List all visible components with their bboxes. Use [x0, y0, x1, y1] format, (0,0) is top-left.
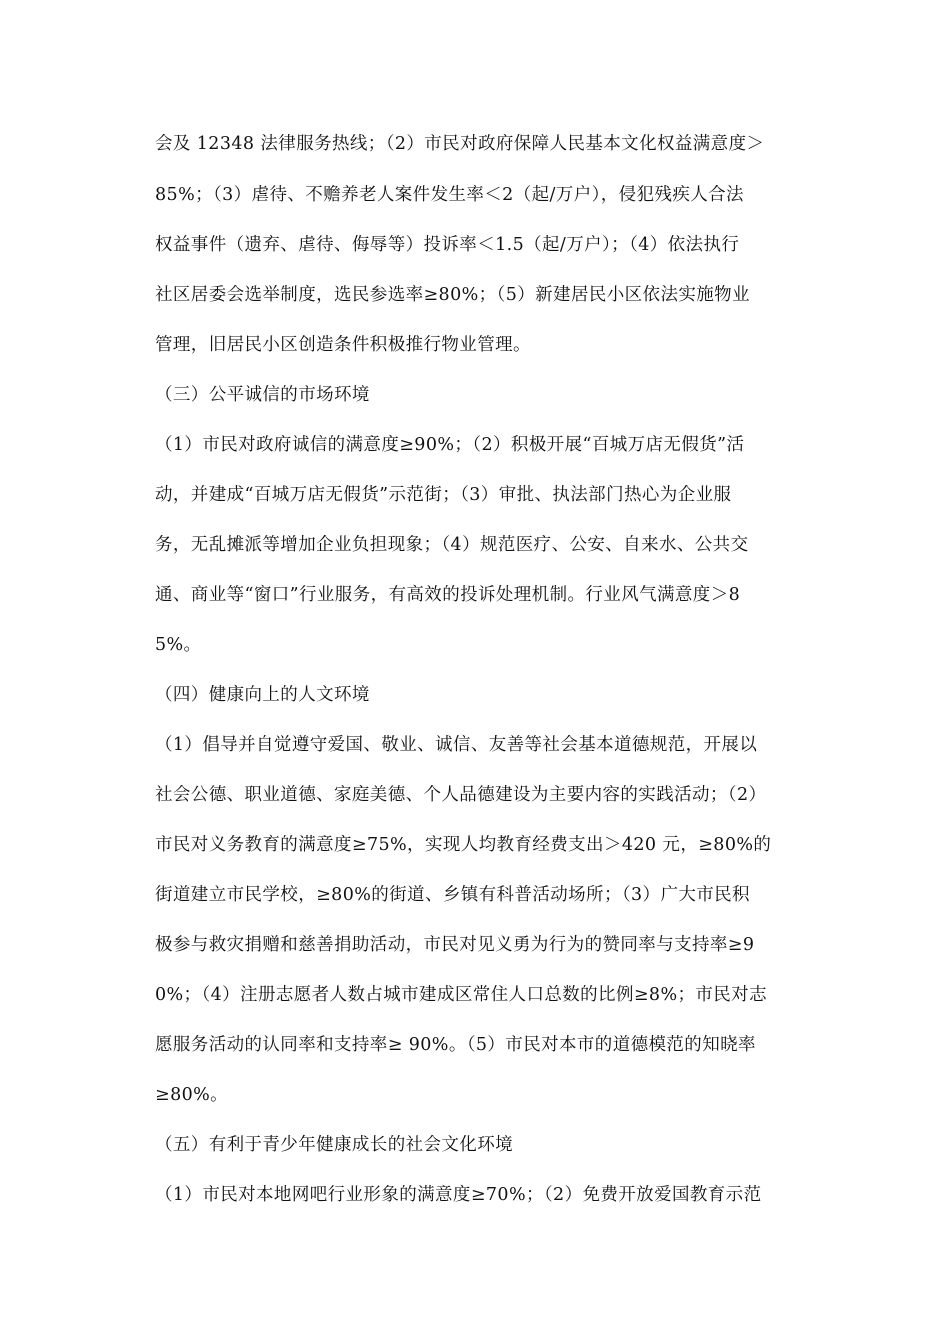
text-line: 85%；（3）虐待、不赡养老人案件发生率＜2（起/万户），侵犯残疾人合法	[155, 185, 744, 205]
text-line: （1）倡导并自觉遵守爱国、敬业、诚信、友善等社会基本道德规范，开展以	[155, 735, 758, 755]
text-line: 市民对义务教育的满意度≥75%，实现人均教育经费支出＞420 元，≥80%的	[155, 835, 772, 855]
text-line: 极参与救灾捐赠和慈善捐助活动，市民对见义勇为行为的赞同率与支持率≥9	[155, 935, 755, 955]
text-line: 街道建立市民学校，≥80%的街道、乡镇有科普活动场所；（3）广大市民积	[155, 885, 750, 905]
text-line: 社会公德、职业道德、家庭美德、个人品德建设为主要内容的实践活动；（2）	[155, 785, 767, 805]
section-heading: （四）健康向上的人文环境	[155, 685, 370, 705]
text-line: 务，无乱摊派等增加企业负担现象；（4）规范医疗、公安、自来水、公共交	[155, 535, 749, 555]
text-line: 管理，旧居民小区创造条件积极推行物业管理。	[155, 335, 531, 355]
text-line: （1）市民对政府诚信的满意度≥90%；（2）积极开展“百城万店无假货”活	[155, 435, 745, 455]
text-line: 动，并建成“百城万店无假货”示范街；（3）审批、执法部门热心为企业服	[155, 485, 732, 505]
text-line: 通、商业等“窗口”行业服务，有高效的投诉处理机制。行业风气满意度＞8	[155, 585, 741, 605]
text-line: 5%。	[155, 635, 202, 655]
section-heading: （三）公平诚信的市场环境	[155, 385, 370, 405]
text-line: 权益事件（遗弃、虐待、侮辱等）投诉率＜1.5（起/万户）；（4）依法执行	[155, 235, 740, 255]
section-heading: （五）有利于青少年健康成长的社会文化环境	[155, 1135, 513, 1155]
text-line: ≥80%。	[155, 1085, 229, 1105]
text-line: 0%；（4）注册志愿者人数占城市建成区常住人口总数的比例≥8%；市民对志	[155, 985, 767, 1005]
text-line: 会及 12348 法律服务热线；（2）市民对政府保障人民基本文化权益满意度＞	[155, 134, 765, 154]
text-line: 愿服务活动的认同率和支持率≥ 90%。（5）市民对本市的道德模范的知晓率	[155, 1035, 756, 1055]
text-line: 社区居委会选举制度，选民参选率≥80%；（5）新建居民小区依法实施物业	[155, 285, 750, 305]
text-line: （1）市民对本地网吧行业形象的满意度≥70%；（2）免费开放爱国教育示范	[155, 1185, 762, 1205]
